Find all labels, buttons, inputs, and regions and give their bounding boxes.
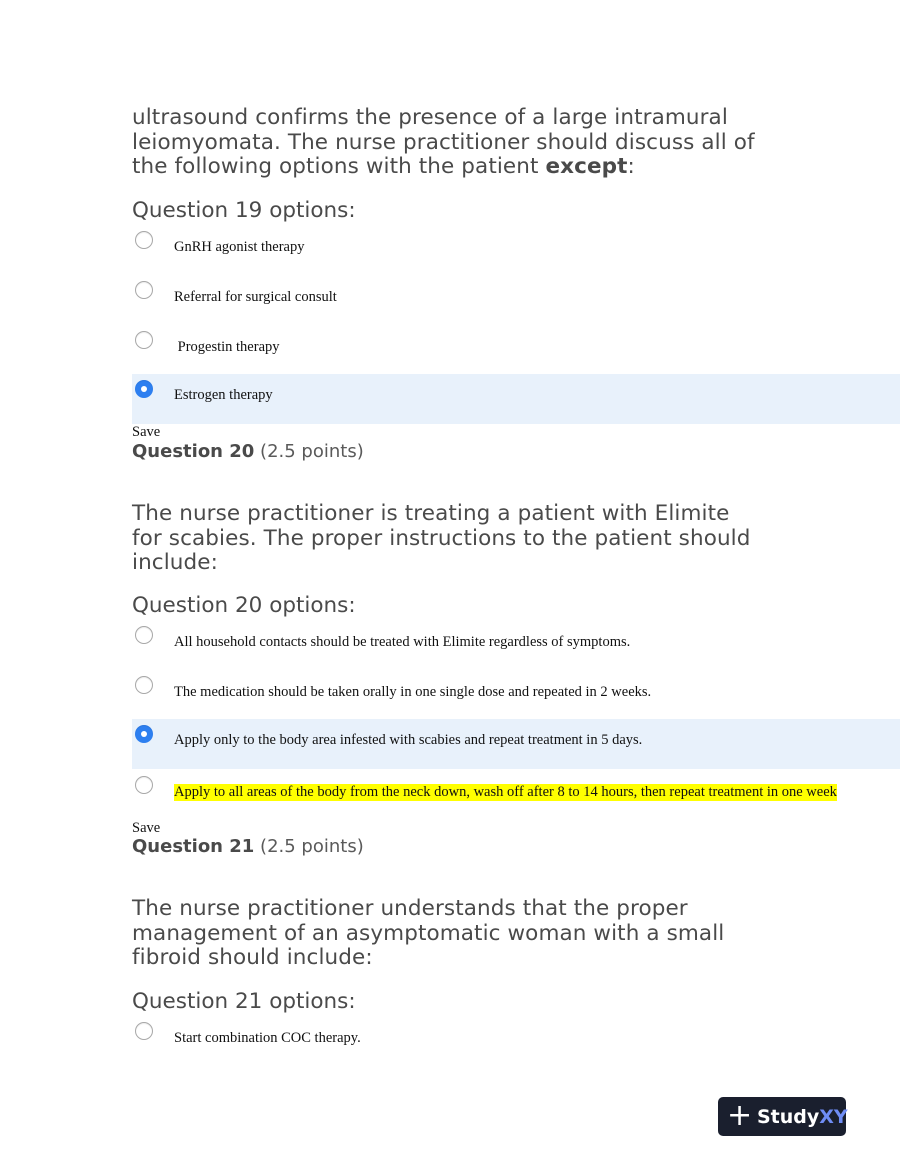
option-label: Start combination COC therapy. [174,1030,361,1046]
stem-line: The nurse practitioner understands that the proper [132,896,688,921]
logo-accent: XY [819,1106,848,1128]
options-heading: Question 21 options: [132,989,356,1014]
option-label: GnRH agonist therapy [174,239,305,255]
question-title: Question 20 [132,441,255,462]
option-row[interactable] [132,1018,900,1068]
option-label: The medication should be taken orally in one single dose and repeated in 2 weeks. [174,684,652,700]
option-label: Apply only to the body area infested with scabies and repeat treatment in 5 days. [174,732,643,748]
option-row-selected[interactable] [132,719,900,769]
radio-button-checked[interactable] [135,725,153,743]
save-link[interactable]: Save [132,424,161,440]
option-row[interactable] [132,327,900,377]
stem-line: for scabies. The proper instructions to the patient should [132,525,751,551]
logo-main: Study [757,1106,820,1128]
stem-line [132,155,872,180]
radio-button[interactable] [135,331,153,349]
stem-line: management of an asymptomatic woman with a small [132,920,725,946]
stem-line: ultrasound confirms the presence of a large intramural [132,105,728,130]
option-row[interactable] [132,622,900,672]
question-title: Question 21 [132,836,255,857]
stem-text: : [627,154,635,179]
plus-icon: + [727,1098,753,1133]
options-heading: Question 20 options: [132,593,356,618]
stem-emphasis: except [545,154,628,179]
option-row[interactable] [132,672,900,722]
option-label: All household contacts should be treated with Elimite regardless of symptoms. [174,634,631,650]
question-20-stem [132,502,872,576]
radio-button[interactable] [135,1022,153,1040]
option-label: Estrogen therapy [174,387,273,403]
option-label-highlighted: Apply to all areas of the body from the neck down, wash off after 8 to 14 hours, then repeat treatment in one week [174,784,837,800]
radio-button-checked[interactable] [135,380,153,398]
stem-line: leiomyomata. The nurse practitioner should discuss all of [132,129,755,155]
options-heading: Question 19 options: [132,198,356,223]
option-row[interactable] [132,227,900,277]
question-21-stem [132,897,872,971]
question-19-stem [132,106,872,180]
question-header [132,441,364,462]
question-points: (2.5 points) [260,441,364,462]
save-link[interactable]: Save [132,820,161,836]
radio-button[interactable] [135,776,153,794]
option-row[interactable] [132,277,900,327]
question-points: (2.5 points) [260,836,364,857]
radio-button[interactable] [135,676,153,694]
radio-button[interactable] [135,231,153,249]
question-header [132,836,364,857]
stem-line: The nurse practitioner is treating a patient with Elimite [132,501,730,526]
stem-line: include: [132,550,218,575]
option-label: Progestin therapy [174,339,280,355]
option-row-selected[interactable] [132,374,900,424]
radio-button[interactable] [135,626,153,644]
studyxy-logo [718,1097,846,1136]
option-row[interactable] [132,772,900,822]
stem-text: the following options with the patient [132,154,546,179]
stem-line: fibroid should include: [132,945,373,970]
radio-button[interactable] [135,281,153,299]
logo-text [757,1106,848,1128]
option-label: Referral for surgical consult [174,289,337,305]
